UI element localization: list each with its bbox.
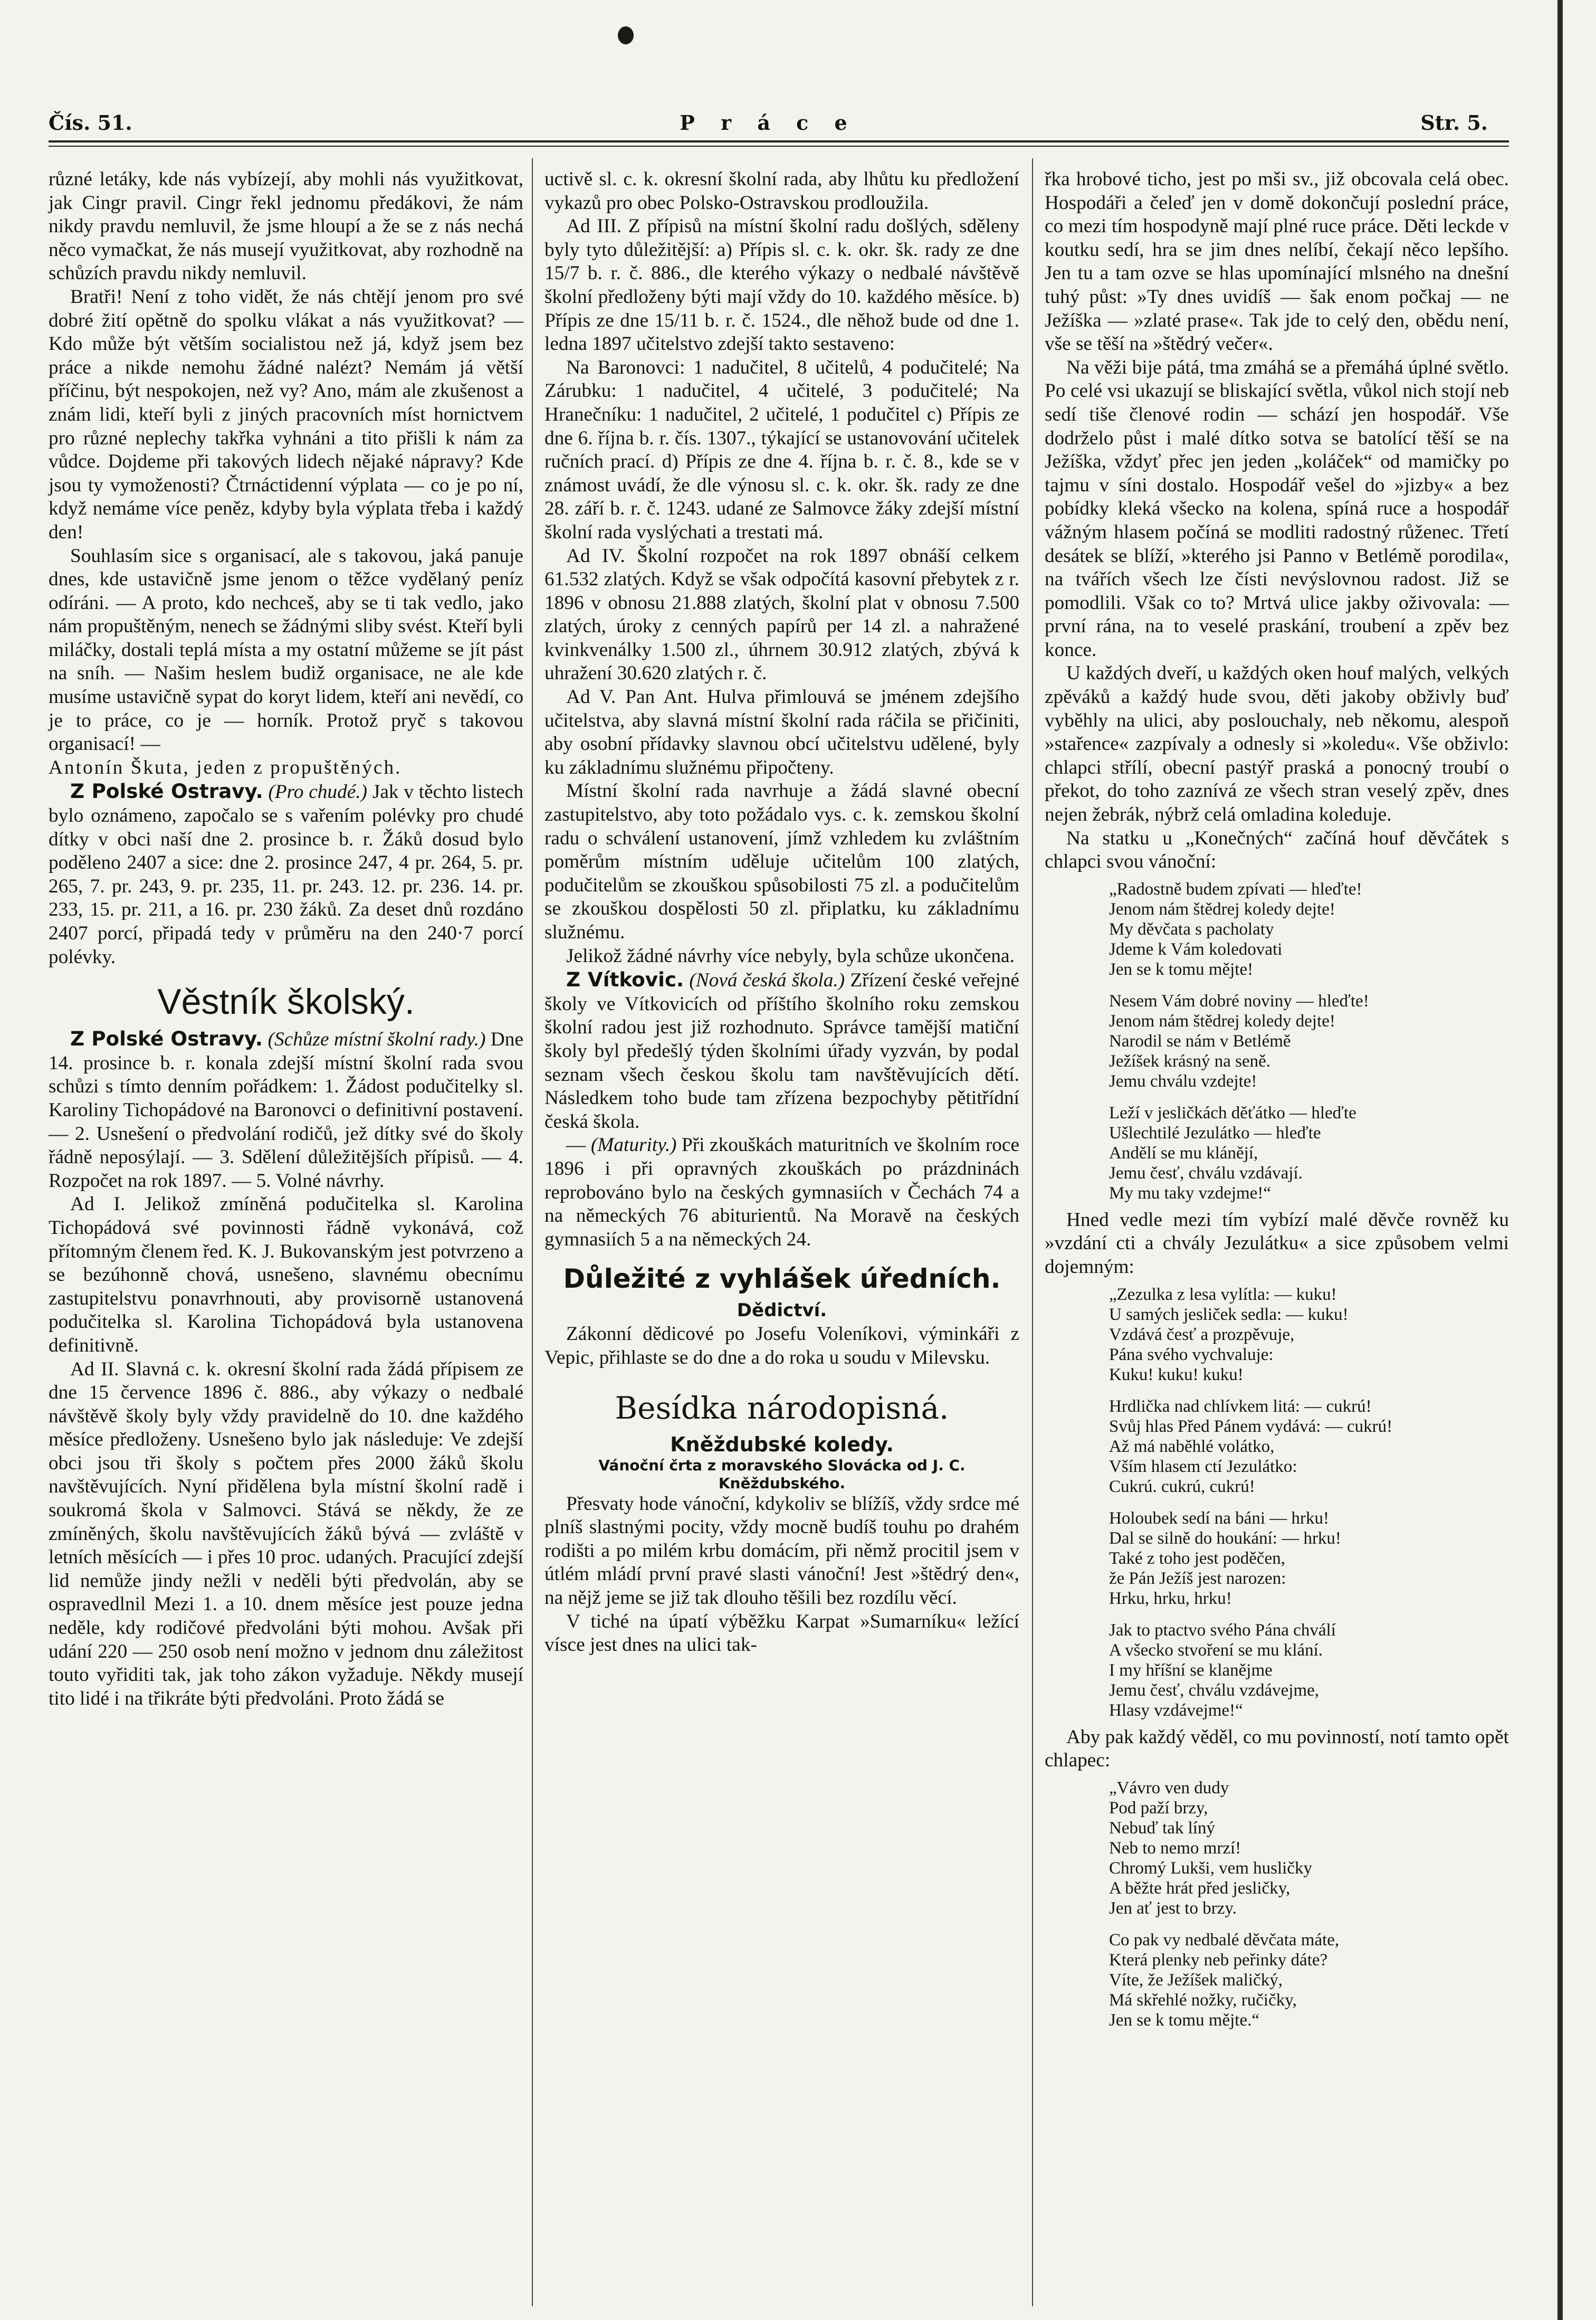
article-paragraph: Na Baronovci: 1 nadučitel, 8 učitelů, 4 podučitelé; Na Zárubku: 1 nadučitel, 4 učitelé, 3 podučitelé; Na Hranečníku: 1 nadučitel, 2 učitelé, 1 podučitel c) Přípis ze dne 6. října b. r. čís. 1307., týkající se ustanovování učitelek ručních prací. d) Přípis ze dne 4. října b. r. č. 8., kde se v známost uvádí, že dle výnosu sl. c. k. okr. šk. rady ze dne 28. září b. r. č. 1243. udané ze Salmovce žáky zdejší místní školní rada vyslýchati a trestati má. [544,356,1019,543]
verse-line: Jenom nám štědrej koledy dejte! [1109,1011,1335,1031]
article-paragraph: Hned vedle mezi tím vybízí malé děvče rovněž ku »vzdání cti a chvály Jezulátku« a sice způsobem velmi dojemným: [1045,1209,1509,1278]
verse-line: Až má naběhlé volátko, [1109,1437,1275,1456]
verse-line: Jen se k tomu mějte! [1109,959,1254,979]
verse-line: Pod paží brzy, [1109,1798,1208,1818]
article-paragraph: Ad I. Jelikož zmíněná podučitelka sl. Karolina Tichopádová své povinnosti řádně vykonává, což přítomným členem řed. K. J. Bukovanským jest potvrzeno a se bezúhonně chová, usnešeno, slavnému obecnímu zastupitelstvu ponavrhnouti, aby provisorně ustanovená podučitelka sl. Karolina Tichopádová byla ustanovena definitivně. [49,1193,523,1356]
column-2 [544,168,1019,1657]
article-paragraph: Souhlasím sice s organisací, ale s takovou, jaká panuje dnes, kde ustavičně jsme jenom o těžce vydělaný peníz odíráni. — A proto, kdo nechceš, aby se ti tak vedlo, jako nám propuštěným, nenech se žádnými sliby svést. Kteří byli miláčky, dostali teplá místa a my ostatní můžeme se jít pást na sníh. — Našim heslem budiž organisace, ne ale kde musíme ustavičně sypat do koryt lidem, kteří ani nevědí, co je to práce, co je — horník. Protož pryč s takovou organisací! — [49,545,523,755]
verse-line: My mu taky vzdejme!“ [1109,1183,1271,1203]
verse-line: „Radostně budem zpívati — hleďte! [1109,879,1362,899]
article-paragraph: Ad III. Z přípisů na místní školní radu došlých, sděleny byly tyto důležitější: a) Přípis sl. c. k. okr. šk. rady ze dne 15/7 b. r. č. 886., dle kterého výkazy o nedbalé návštěvě školní předloženy býti mají vždy do 10. každého měsíce. b) Přípis ze dne 15/11 b. r. č. 1524., dle něhož bude od dne 1. ledna 1897 učitelstvo zdejší takto sestaveno: [544,215,1019,355]
article-paragraph: V tiché na úpatí výběžku Karpat »Sumarníku« ležící vísce jest dnes na ulici tak- [544,1610,1019,1656]
verse-line: Hlasy vzdávejme!“ [1109,1700,1243,1720]
news-item [49,1027,523,1193]
verse-line: Vším hlasem ctí Jezulátko: [1109,1457,1297,1476]
verse-line: Ušlechtilé Jezulátko — hleďte [1109,1123,1321,1143]
article-paragraph: Místní školní rada navrhuje a žádá slavné obecní zastupitelstvo, aby toto požádalo vys. c. k. zemskou školní radu o schválení ustanovení, jímž vzhledem ku zvláštním poměrům místním uděluje učitelům 100 zlatých, podučitelům se zkouškou spůsobilosti 75 zl. a podučitelům se zkouškou dospělosti 50 zl. připlatku, ku základnímu služnému. [544,780,1019,943]
section-title-besidka: Besídka národopisná. [615,1390,949,1427]
header-rule-thin [49,146,1509,147]
section-subtitle: Dědictví. [737,1300,827,1321]
section-title-vestnik: Věstník školský. [157,982,415,1022]
article-paragraph: Bratři! Není z toho vidět, že nás chtějí jenom pro své dobré žití opětně do spolku vlákat a nás využitkovat? — Kdo může být větším socialistou než já, když jsem bez práce a nikde nemohu žádné nalézt? Nemám já větší příčinu, být nespokojen, než vy? Ano, mám ale zkušenost a znám lidi, kteří byli z jiných pracovních míst hornictvem pro různé neplechy takřka vyhnáni a tito přišli k nám za vůdce. Dojdeme při takových lidech nějaké nápravy? Kde jsou ty vymoženosti? Čtrnáctidenní výplata — co je po ní, když nemáme více peněz, kdyby byla výplata třeba i každý den! [49,286,523,543]
news-item [544,968,1019,1134]
news-item: — (Maturity.) Při zkouškách maturitních ve školním roce 1896 i při opravných zkouškách po prázdninách reprobováno bylo na českých gymnasiích v Čechách 74 a na německých 76 abiturientů. Na Moravě na českých gymnasiích 5 a na německých 24. [544,1134,1019,1250]
article-paragraph: Ad V. Pan Ant. Hulva přimlouvá se jménem zdejšího učitelstva, aby slavná místní školní rada ráčila se přičiniti, aby osobní přídavky slavnou obcí učitelstvu udělené, byly ku základnímu služnému připočteny. [544,686,1019,778]
carol-verse [1109,879,1509,1203]
verse-line: Nesem Vám dobré noviny — hleďte! [1109,991,1369,1011]
verse-line: Jen se k tomu mějte.“ [1109,2010,1260,2030]
verse-line: Jemu chválu vzdejte! [1109,1071,1257,1091]
article-paragraph: uctivě sl. c. k. okresní školní rada, aby lhůtu ku předložení vykazů pro obec Polsko-Ostravskou prodloužila. [544,168,1019,214]
column-3 [1045,168,1509,2036]
verse-line: Pána svého vychvaluje: [1109,1345,1274,1364]
news-heading: Z Vítkovic. [566,968,684,992]
article-paragraph: Na statku u „Konečných“ začíná houf děvčátek s chlapci svou vánoční: [1045,827,1509,873]
verse-line: My děvčata s pacholaty [1109,919,1274,939]
verse-line: Chromý Lukši, vem husličky [1109,1858,1312,1878]
article-paragraph: Přesvaty hode vánoční, kdykoliv se blížíš, vždy srdce mé plníš slastnými pocity, vždy mocně budíš touhu po drahém rodišti a po milém krbu domácím, při němž procitil jsem v útlém mládí první pravé slasti vánoční! Jest »štědrý den«, na nějž jeme se již tak dlouho těšili bez rozdílu věcí. [544,1492,1019,1609]
news-text: Jak v těchto listech bylo oznámeno, započalo se s vařením polévky pro chudé dítky v obci naší dne 2. prosince b. r. Žáků dosud bylo poděleno 2407 a sice: dne 2. prosince 247, 4 pr. 264, 5. pr. 265, 7. pr. 243, 9. pr. 235, 11. pr. 243. 12. pr. 236. 14. pr. 233, 15. pr. 211, a 16. pr. 230 žáků. Za deset dnů rozdáno 2407 porcí, připadá tedy v průměru na den 240·7 porcí polévky. [49,781,524,968]
verse-line: Leží v jesličkách děťátko — hleďte [1109,1103,1356,1123]
column-separator [532,158,533,2306]
article-paragraph: Ad IV. Školní rozpočet na rok 1897 obnáší celkem 61.532 zlatých. Když se však odpočítá kasovní přebytek z r. 1896 v obnosu 21.888 zlatých, školní plat v obnosu 7.500 zlatých, úroky z cenných papírů per 14 zl. a nahražené kvinkvenálky 1.500 zl., úhrnem 30.912 zlatých, zbývá k uhražení 30.620 zlatých r. č. [544,545,1019,684]
page-number: Str. 5. [1420,111,1488,135]
article-paragraph: řka hrobové ticho, jest po mši sv., již obcovala celá obec. Hospodáři a čeleď jen v domě dokončují poslední práce, co mezi tím hospodyně mají plné ruce práce. Děti leckde v koutku sedí, hra se jim dnes nelíbí, čekají něco lepšího. Jen tu a tam ozve se hlas upomínající mlsného na dnešní tuhý půst: »Ty dnes uvidíš — šak enom počkaj — ne Ježíška — »zlaté prase«. Tak jde to celý den, obědu není, vše se těší na »štědrý večer«. [1045,168,1509,355]
verse-line: Nebuď tak líný [1109,1818,1215,1838]
issue-number: Čís. 51. [49,111,132,135]
news-subtitle: (Pro chudé.) [268,781,368,803]
verse-line: Holoubek sedí na báni — hrku! [1109,1508,1329,1528]
article-paragraph: Jelikož žádné návrhy více nebyly, byla schůze ukončena. [566,945,1015,967]
column-1 [49,168,523,1710]
news-subtitle: (Nová česká škola.) [689,969,845,992]
verse-line: U samých jesliček sedla: — kuku! [1109,1305,1349,1324]
verse-line: Hrdlička nad chlívkem litá: — cukrú! [1109,1396,1372,1416]
verse-line: Také z toho jest poděčen, [1109,1548,1285,1568]
news-subtitle: (Maturity.) [590,1134,677,1156]
verse-line: že Pán Ježíš jest narozen: [1109,1568,1286,1588]
column-separator [1032,158,1033,2306]
verse-line: „Zezulka z lesa vylítla: — kuku! [1109,1285,1337,1304]
article-paragraph: U každých dveří, u každých oken houf malých, velkých zpěváků a každý hude svou, děti jakoby obživly buď vyběhly na ulici, aby poslouchaly, neb někomu, alespoň »stařence« zazpívaly a odnesly si »koledu«. Vše obživlo: chlapci střílí, obecní pastýř praská a ponocný troubí o překot, do toho zaznívá ze všech stran veselý zpěv, dnes nejen žebrák, nýbrž celá omladina koleduje. [1045,662,1509,826]
verse-line: Cukrú. cukrú, cukrú! [1109,1477,1255,1496]
story-title: Kněždubské koledy. [670,1433,894,1457]
carol-verse [1109,1778,1509,2030]
verse-line: I my hříšní se klanějme [1109,1660,1273,1680]
news-text: Zřízení české veřejné školy ve Vítkovicích od příštího školního roku zemskou školní radou jest již rozhodnuto. Správce tamější matiční školy byl předešlý týden školními úřady vyzván, by podal seznam všech českou školu tam navštěvujících dětí. Následkem toho bude tam zřízena bezpochyby pětitřídní česká škola. [544,969,1019,1133]
verse-line: Kuku! kuku! kuku! [1109,1365,1244,1384]
article-paragraph: Na věži bije pátá, tma zmáhá se a přemáhá úplné světlo. Po celé vsi ukazují se bliskající světla, vůkol nich stojí neb sedí tiše členové rodin — schází jen hospodář. Vše dodrželo půst i malé dítko sotva se batolící těší se na Ježíška, vždyť přec jen jeden „koláček“ od mamičky po tajmu v síni dostalo. Hospodář vešel do »jizby« a bez pobídky kleká všecko na kolena, spíná ruce a hospodář vážným hlasem počíná se modliti radostný růženec. Třetí desátek se blíží, »kterého jsi Panno v Betlémě porodila«, na tvářích všech lze čísti nevýslovnou radost. Již se pomodlili. Však co to? Mrtvá ulice jakby oživovala: — první rána, na to veselé praskání, troubení a zpěv bez konce. [1045,356,1509,661]
verse-line: Dal se silně do houkání: — hrku! [1109,1528,1341,1548]
article-paragraph: Ad II. Slavná c. k. okresní školní rada žádá přípisem ze dne 15 července 1896 č. 886., aby výkazy o nedbalé návštěvě školy byly vždy pravidelně do 10. dne každého měsíce předloženy. Usnešeno bylo jak následuje: Ve zdejší obci jsou tři školy s počtem přes 2000 žáků školu navštěvujících. Nyní přidělena byla místní školní radě i soukromá škola v Salmovci. Stává se někdy, že ze zmíněných, školu navštěvujících žáků bývá — zvláště v letních měsících — i přes 10 proc. udaných. Pracující zdejší lid nemůže jindy nežli v neděli býti předvolán, aby se ospravedlnil Mezi 1. a 10. dnem měsíce jest pouze jedna neděle, kdy rodičové předvoláni býti mohou. Avšak při udání 220 — 250 osob není možno v jednom dnu záležitost touto vyřiditi tak, jak toho zákon vyžaduje. Někdy musejí tito lidé i na třikráte býti předvoláni. Proto žádá se [49,1358,523,1709]
verse-line: Andělí se mu klánějí, [1109,1143,1258,1163]
story-byline: Vánoční črta z moravského Slovácka od J. C. Kněždubského. [598,1456,966,1492]
page-header [49,103,1488,140]
news-text: Dne 14. prosince b. r. konala zdejší místní školní rada svou schůzi s tímto denním pořádkem: 1. Žádost podučitelky sl. Karoliny Tichopádové na Baronovci o definitivní postavení. — 2. Usnešení o předvolání rodičů, jež dítky své do školy řádně neposýlají. — 3. Sdělení důležitějších přípisů. — 4. Rozpočet na rok 1897. — 5. Volné návrhy. [49,1029,524,1192]
carol-verse [1109,1285,1509,1720]
verse-line: Která plenky neb peřinky dáte? [1109,1950,1328,1970]
news-heading: Z Polské Ostravy. [70,779,263,803]
verse-line: Víte, že Ježíšek maličký, [1109,1970,1283,1990]
news-item [49,779,523,969]
verse-line: A běžte hrát před jesličky, [1109,1878,1291,1898]
verse-line: Jemu česť, chválu vzdávají. [1109,1163,1303,1183]
verse-line: A všecko stvoření se mu klání. [1109,1640,1323,1660]
signature: Antonín Škuta, jeden z propuštěných. [49,756,402,778]
article-paragraph: různé letáky, kde nás vybízejí, aby mohli nás využitkovat, jak Cingr pravil. Cingr řekl jednomu předákovi, že nám nikdy pravdu nemluvil, že jsme hloupí a že se z nás nechá něco vymačkat, že nás musejí využitkovat, aby rozhodně na schůzích pravdu nikdy nemluvil. [49,168,523,284]
verse-line: Vzdává česť a prozpěvuje, [1109,1325,1295,1344]
news-subtitle: (Schůze místní školní rady.) [267,1029,486,1051]
verse-line: Má skřehlé nožky, ručičky, [1109,1990,1297,2010]
verse-line: Ježíšek krásný na seně. [1109,1051,1271,1071]
verse-line: Svůj hlas Před Pánem vydává: — cukrú! [1109,1416,1393,1436]
verse-line: Jemu česť, chválu vzdávejme, [1109,1680,1320,1700]
verse-line: Narodil se nám v Betlémě [1109,1031,1291,1051]
newspaper-title: P r á c e [680,111,857,135]
section-title-vyhlasky: Důležité z vyhlášek úředních. [563,1263,1001,1295]
verse-line: Jak to ptactvo svého Pána chválí [1109,1620,1336,1640]
article-paragraph: Zákonní dědicové po Josefu Voleníkovi, výminkáři z Vepic, přihlaste se do dne a do roka u soudu v Milevsku. [544,1323,1019,1368]
verse-line: Hrku, hrku, hrku! [1109,1589,1232,1608]
news-text: Při zkouškách maturitních ve školním roce 1896 i při opravných zkouškách po prázdninách reprobováno bylo na českých gymnasiích v Čechách 74 a na německých 76 abiturientů. Na Moravě na českých gymnasiích 5 a na německých 24. [544,1134,1019,1250]
punch-hole [618,26,634,44]
verse-line: „Vávro ven dudy [1109,1778,1229,1798]
verse-line: Neb to nemo mrzí! [1109,1838,1241,1858]
verse-line: Jen ať jest to brzy. [1109,1898,1237,1918]
page-edge [1557,0,1563,2320]
verse-line: Co pak vy nedbalé děvčata máte, [1109,1930,1340,1950]
news-heading: Z Polské Ostravy. [70,1027,263,1051]
verse-line: Jenom nám štědrej koledy dejte! [1109,899,1335,919]
article-paragraph: Aby pak každý věděl, co mu povinností, notí tamto opět chlapec: [1045,1726,1509,1772]
header-rule [49,140,1509,142]
verse-line: Jdeme k Vám koledovati [1109,939,1283,959]
